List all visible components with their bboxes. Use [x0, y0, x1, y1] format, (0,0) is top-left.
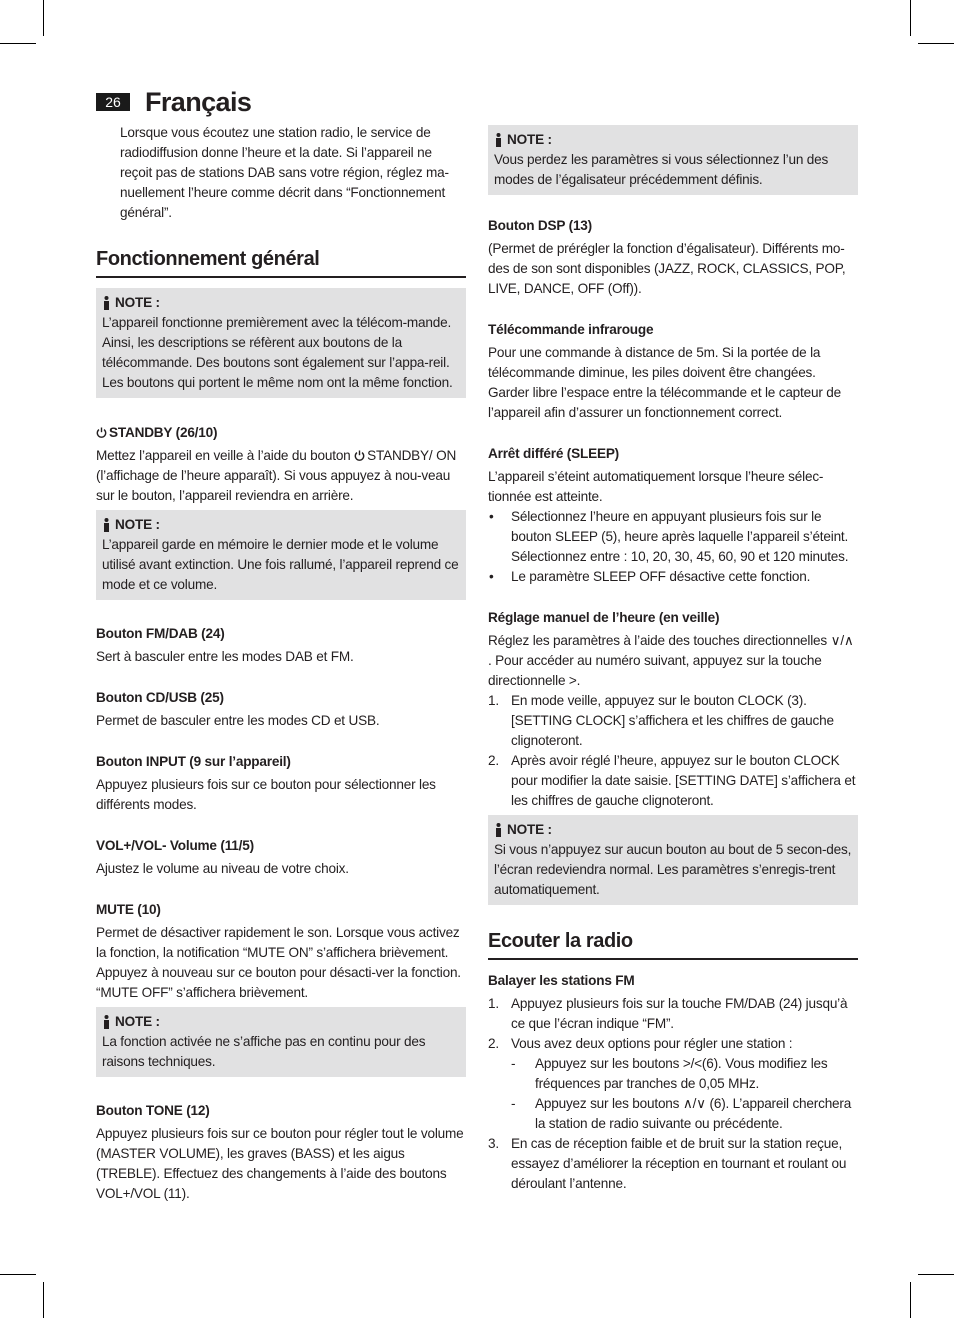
page-title: Français — [145, 87, 252, 117]
cd-usb-text: Permet de basculer entre les modes CD et USB. — [96, 713, 380, 728]
standby-section — [96, 422, 466, 506]
tone-section — [96, 1100, 466, 1204]
tone-text: Appuyez plusieurs fois sur ce bouton pour régler tout le volume (MASTER VOLUME), les graves (BASS) et les aigus (TREBLE). Effectuez des changements à l’aide des boutons VOL+/VOL (11). — [96, 1126, 464, 1201]
fm-dab-heading: Bouton FM/DAB (24) — [96, 626, 225, 641]
arrow-keys-icon: ∨/∧ — [830, 633, 854, 648]
fm-dab-text: Sert à basculer entre les modes DAB et FM. — [96, 649, 354, 664]
arrow-keys-icon: >/< — [682, 1056, 702, 1071]
info-icon — [494, 823, 503, 837]
info-icon — [102, 296, 111, 310]
arrow-keys-icon: ∧/∨ — [682, 1096, 706, 1111]
info-icon — [102, 1015, 111, 1029]
cd-usb-section — [96, 687, 466, 731]
note-label: NOTE : — [507, 822, 552, 837]
note-label: NOTE : — [507, 132, 552, 147]
note-box — [96, 288, 466, 398]
note-text: L’appareil fonctionne premièrement avec la télécom-mande. Ainsi, les descriptions se réfèrent aux boutons de la télécommande. Des boutons sont également sur l’appa-reil. Les boutons qui portent le même nom ont la même fonction. — [102, 315, 453, 390]
fm-options — [511, 1054, 858, 1134]
clock-section — [488, 607, 858, 811]
sleep-heading: Arrêt différé (SLEEP) — [488, 446, 620, 461]
dsp-text: (Permet de prérégler la fonction d’égalisateur). Différents mo-des de son sont disponibles (JAZZ, ROCK, CLASSICS, POP, LIVE, DANCE, OFF (Off)). — [488, 241, 846, 296]
standby-text: Mettez l’appareil en veille à l’aide du bouton STANDBY/ ON (l’affichage de l’heure apparaît). Si vous appuyez à nou-veau sur le bouton, l’appareil reviendra en arrière. — [96, 448, 457, 503]
list-item: • Le paramètre SLEEP OFF désactive cette fonction. — [488, 567, 858, 587]
info-icon — [494, 133, 503, 147]
cd-usb-heading: Bouton CD/USB (25) — [96, 690, 224, 705]
list-item: 1. Appuyez plusieurs fois sur la touche FM/DAB (24) jusqu’à ce que l’écran indique “FM”. — [488, 996, 848, 1031]
note-label: NOTE : — [115, 1014, 160, 1029]
remote-section — [488, 319, 858, 423]
list-item: 3. En cas de réception faible et de bruit sur la station reçue, essayez d’améliorer la réception en tournant et roulant ou déroulant l’antenne. — [488, 1136, 847, 1191]
list-item: 2. Vous avez deux options pour régler une station : - Appuyez sur les boutons >/<(6). Vous modifiez les fréquences par tranches de 0,05 MHz. - Appuyez sur les boutons ∧/∨ (6). L’appareil cherchera la station de radio suivante ou précédente. — [488, 1034, 858, 1134]
power-icon — [96, 423, 107, 434]
fm-scan-heading: Balayer les stations FM — [488, 973, 635, 988]
section-heading-general: Fonctionnement général — [96, 245, 466, 278]
note-label: NOTE : — [115, 295, 160, 310]
note-text: Vous perdez les paramètres si vous sélectionnez l’un des modes de l’égalisateur précédemment définis. — [494, 152, 829, 187]
fm-steps — [488, 994, 858, 1194]
dsp-heading: Bouton DSP (13) — [488, 218, 592, 233]
clock-steps — [488, 691, 858, 811]
right-column — [488, 123, 858, 1194]
input-section — [96, 751, 466, 815]
crop-mark — [918, 43, 954, 44]
clock-heading: Réglage manuel de l’heure (en veille) — [488, 610, 720, 625]
fm-dab-section — [96, 623, 466, 667]
fm-scan-section — [488, 970, 858, 1194]
left-column — [96, 123, 466, 1204]
sleep-bullet-list — [488, 507, 858, 587]
input-heading: Bouton INPUT (9 sur l’appareil) — [96, 754, 291, 769]
crop-mark — [43, 0, 44, 36]
arrow-right-icon: > — [568, 673, 577, 688]
section-heading-radio: Ecouter la radio — [488, 927, 858, 960]
note-box — [96, 1007, 466, 1077]
crop-mark — [918, 1274, 954, 1275]
sleep-section — [488, 443, 858, 587]
list-item: 1. En mode veille, appuyez sur le bouton CLOCK (3). [SETTING CLOCK] s’affichera et les chiffres de gauche clignoteront. — [488, 693, 834, 748]
crop-mark — [910, 1282, 911, 1318]
note-text: La fonction activée ne s’affiche pas en continu pour des raisons techniques. — [102, 1034, 426, 1069]
volume-text: Ajustez le volume au niveau de votre choix. — [96, 861, 349, 876]
volume-heading: VOL+/VOL- Volume (11/5) — [96, 838, 254, 853]
note-box — [488, 125, 858, 195]
note-box — [488, 815, 858, 905]
crop-mark — [0, 1274, 36, 1275]
list-item: • Sélectionnez l’heure en appuyant plusieurs fois sur le bouton SLEEP (5), heure après laquelle l’appareil s’éteint. Sélectionnez entre : 10, 20, 30, 45, 60, 90 et 120 minutes. — [488, 507, 858, 567]
list-item: - Appuyez sur les boutons >/<(6). Vous modifiez les fréquences par tranches de 0,05 MHz. — [511, 1056, 828, 1091]
standby-heading: STANDBY (26/10) — [96, 422, 466, 444]
power-icon — [354, 447, 365, 458]
page-number: 26 — [96, 93, 130, 111]
info-icon — [102, 518, 111, 532]
mute-section — [96, 899, 466, 1003]
sleep-text: L’appareil s’éteint automatiquement lorsque l’heure sélec-tionnée est atteinte. — [488, 469, 824, 504]
list-item: - Appuyez sur les boutons ∧/∨ (6). L’appareil cherchera la station de radio suivante ou précédente. — [511, 1096, 852, 1131]
dsp-section — [488, 215, 858, 299]
remote-heading: Télécommande infrarouge — [488, 322, 654, 337]
intro-paragraph: Lorsque vous écoutez une station radio, le service de radiodiffusion donne l’heure et la date. Si l’appareil ne reçoit pas de stations DAB sans votre région, réglez ma-nuellement l’heure comme décrit dans “Fonctionnement général”. — [120, 125, 449, 220]
crop-mark — [43, 1282, 44, 1318]
volume-section — [96, 835, 466, 879]
note-text: L’appareil garde en mémoire le dernier mode et le volume utilisé avant extinction. Une fois rallumé, l’appareil reprend ce mode et ce volume. — [102, 537, 459, 592]
tone-heading: Bouton TONE (12) — [96, 1103, 210, 1118]
mute-text: Permet de désactiver rapidement le son. Lorsque vous activez la fonction, la notification “MUTE ON” s’affichera brièvement. Appuyez à nouveau sur ce bouton pour désacti-ver la fonction. “MUTE OFF” s’affichera brièvement. — [96, 925, 461, 1000]
crop-mark — [910, 0, 911, 36]
list-item: 2. Après avoir réglé l’heure, appuyez sur le bouton CLOCK pour modifier la date saisie. [SETTING DATE] s’affichera et les chiffres de gauche clignoteront. — [488, 753, 856, 808]
note-text: Si vous n’appuyez sur aucun bouton au bout de 5 secon-des, l’écran redeviendra normal. Les paramètres s’enregis-trent automatiquement. — [494, 842, 852, 897]
note-label: NOTE : — [115, 517, 160, 532]
mute-heading: MUTE (10) — [96, 902, 161, 917]
note-box — [96, 510, 466, 600]
remote-text: Pour une commande à distance de 5m. Si la portée de la télécommande diminue, les piles doivent être changées. Garder libre l’espace entre la télécommande et le capteur de l’appareil afin d’assurer un fonctionnement correct. — [488, 345, 841, 420]
input-text: Appuyez plusieurs fois sur ce bouton pour sélectionner les différents modes. — [96, 777, 436, 812]
clock-intro: Réglez les paramètres à l’aide des touches directionnelles ∨/∧ . Pour accéder au numéro suivant, appuyez sur la touche directionnelle >. — [488, 633, 854, 688]
crop-mark — [0, 43, 36, 44]
